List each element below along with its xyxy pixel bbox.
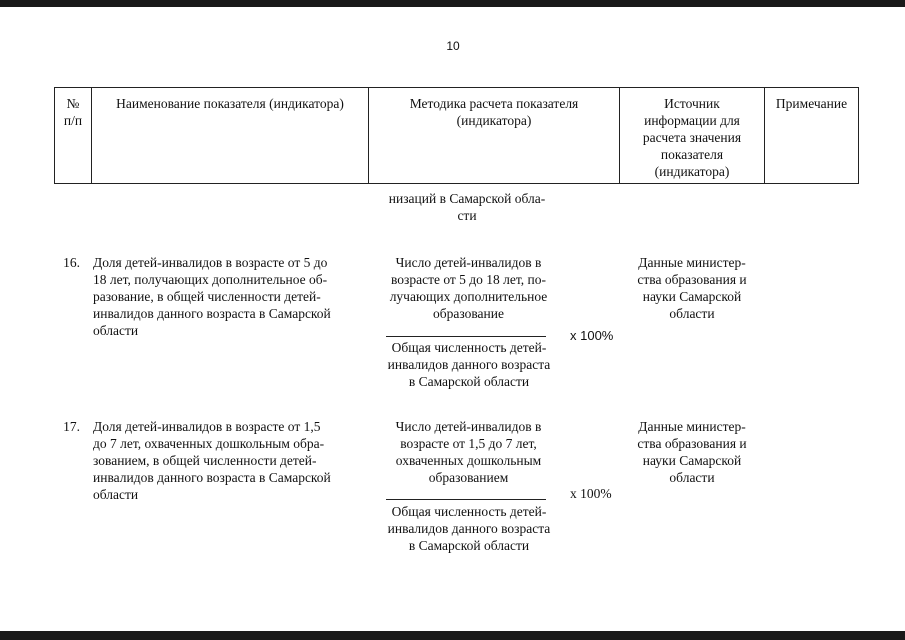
source-line: науки Самарской	[642, 289, 742, 304]
numerator-line: Число детей-инвалидов в	[395, 419, 542, 434]
name-line: области	[93, 323, 139, 338]
name-line: инвалидов данного возраста в Самарской	[93, 306, 331, 321]
numerator-line: охваченных дошкольным	[395, 453, 542, 468]
header-num	[55, 88, 91, 183]
formula-denominator	[374, 339, 564, 390]
page-number: 10	[446, 39, 460, 53]
denominator-line: в Самарской области	[408, 374, 530, 389]
numerator-line: возрасте от 1,5 до 7 лет,	[400, 436, 537, 451]
numerator-line: возрасте от 5 до 18 лет, по-	[390, 272, 547, 287]
data-source	[624, 418, 760, 486]
name-line: инвалидов данного возраста в Самарской	[93, 470, 331, 485]
continuation-line: низаций в Самарской обла-	[388, 191, 546, 206]
header-note	[764, 88, 858, 183]
row-number: 16.	[63, 255, 80, 270]
indicator-name	[93, 254, 368, 339]
numerator-line: лучающих дополнительное	[389, 289, 548, 304]
formula-numerator	[376, 418, 561, 486]
numerator-line: Число детей-инвалидов в	[395, 255, 542, 270]
header-line: Примечание	[775, 96, 848, 111]
formula-multiplier: x 100%	[570, 486, 612, 501]
header-line: п/п	[63, 113, 83, 128]
data-source	[624, 254, 760, 322]
header-line: Методика расчета показателя	[409, 96, 579, 111]
source-line: области	[669, 470, 715, 485]
fraction-bar	[386, 499, 546, 500]
name-line: 18 лет, получающих дополнительное об-	[93, 272, 328, 287]
name-line: разование, в общей численности детей-	[93, 289, 321, 304]
source-line: ства образования и	[637, 436, 747, 451]
source-line: области	[669, 306, 715, 321]
numerator-line: образование	[433, 306, 504, 321]
source-line: ства образования и	[637, 272, 747, 287]
denominator-line: в Самарской области	[408, 538, 530, 553]
continuation-line: сти	[457, 208, 477, 223]
header-line: (индикатора)	[654, 164, 730, 179]
name-line: Доля детей-инвалидов в возрасте от 5 до	[93, 255, 328, 270]
denominator-line: Общая численность детей-	[391, 504, 547, 519]
formula-denominator	[374, 503, 564, 554]
header-line: Источник	[664, 96, 720, 111]
indicator-name	[93, 418, 368, 503]
header-line: (индикатора)	[456, 113, 532, 128]
name-line: до 7 лет, охваченных дошкольным обра-	[93, 436, 325, 451]
formula-numerator	[376, 254, 561, 322]
header-line: информации для	[644, 113, 740, 128]
name-line: Доля детей-инвалидов в возрасте от 1,5	[93, 419, 321, 434]
header-line: №	[66, 96, 80, 111]
header-line: показателя	[660, 147, 724, 162]
denominator-line: инвалидов данного возраста	[387, 521, 551, 536]
continuation-text	[372, 190, 562, 224]
scan-top-edge	[0, 0, 905, 7]
row-number: 17.	[63, 419, 80, 434]
denominator-line: инвалидов данного возраста	[387, 357, 551, 372]
denominator-line: Общая численность детей-	[391, 340, 547, 355]
table-header	[54, 87, 859, 184]
source-line: науки Самарской	[642, 453, 742, 468]
source-line: Данные министер-	[638, 419, 746, 434]
fraction-bar	[386, 336, 546, 337]
source-line: Данные министер-	[638, 255, 746, 270]
header-line: Наименование показателя (индикатора)	[116, 96, 344, 111]
header-source	[619, 88, 764, 183]
formula-multiplier: x 100%	[570, 328, 614, 343]
name-line: области	[93, 487, 139, 502]
name-line: зованием, в общей численности детей-	[93, 453, 317, 468]
header-method	[368, 88, 619, 183]
header-name	[91, 88, 368, 183]
numerator-line: образованием	[428, 470, 509, 485]
header-line: расчета значения	[642, 130, 742, 145]
scan-bottom-edge	[0, 631, 905, 640]
